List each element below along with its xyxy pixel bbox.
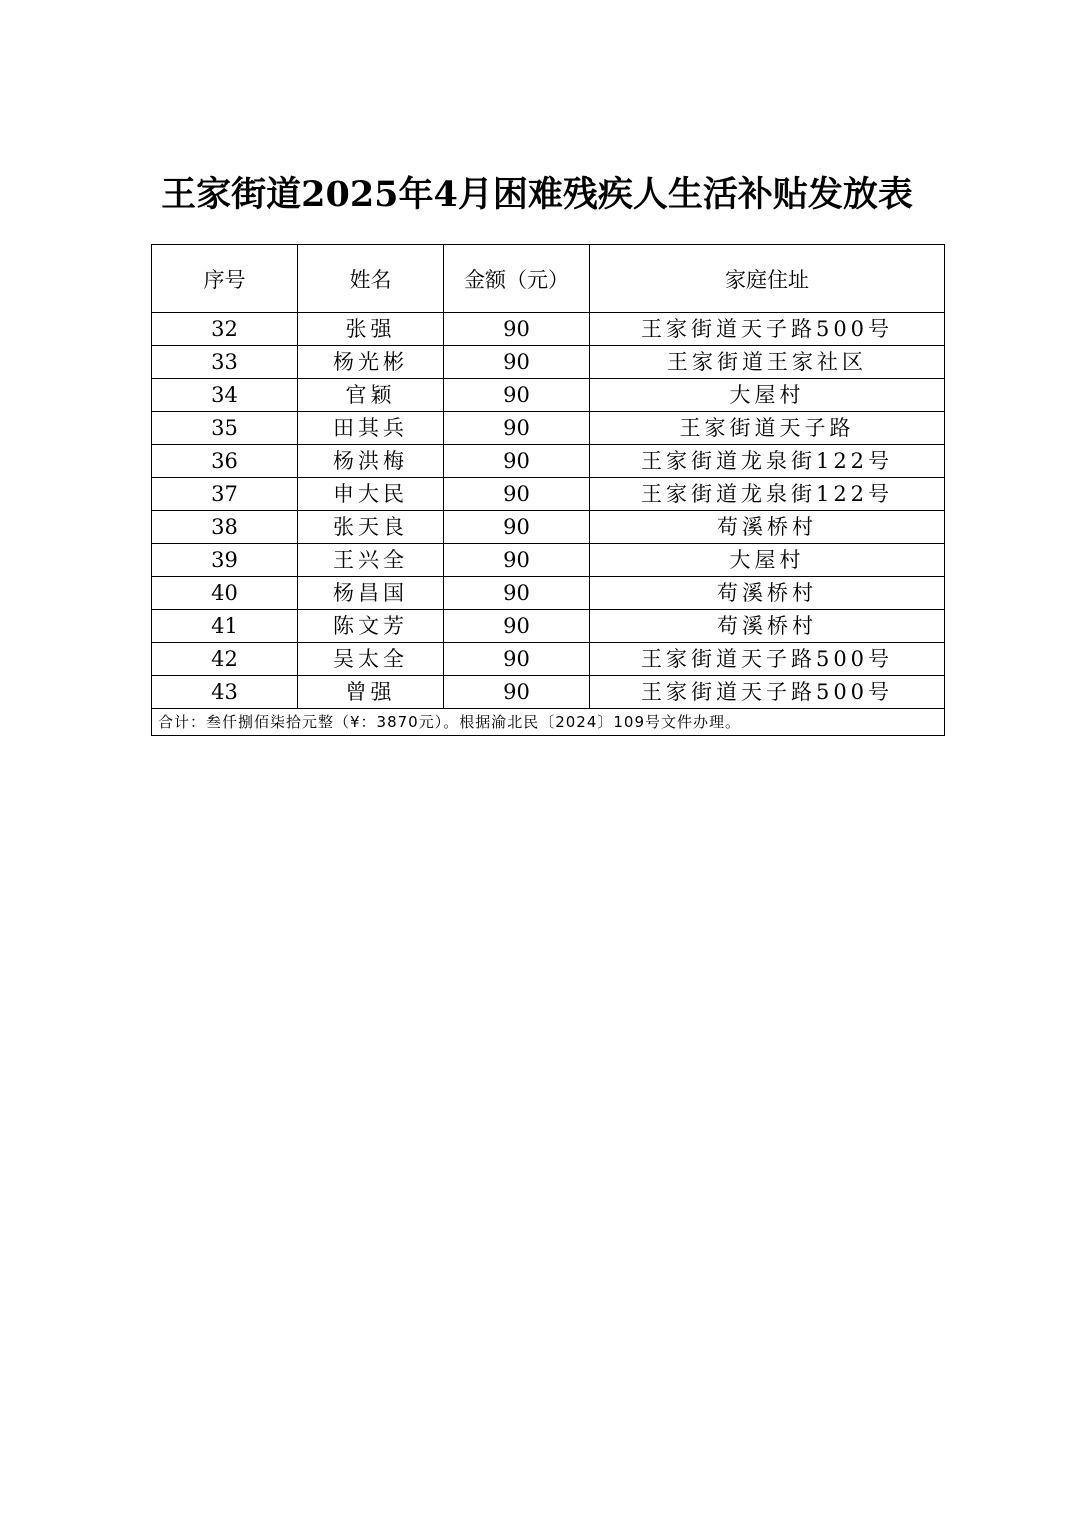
table-row [152, 478, 945, 511]
cell-address: 王家街道龙泉街122号 [590, 445, 945, 478]
table-row [152, 346, 945, 379]
cell-amount: 90 [444, 346, 590, 379]
cell-name: 田其兵 [298, 412, 444, 445]
page-title: 王家街道2025年4月困难残疾人生活补贴发放表 [161, 174, 913, 215]
cell-address: 苟溪桥村 [590, 577, 945, 610]
cell-no: 42 [152, 643, 298, 676]
cell-no: 43 [152, 676, 298, 709]
header-address: 家庭住址 [590, 245, 945, 313]
cell-no: 35 [152, 412, 298, 445]
table-row [152, 313, 945, 346]
cell-address: 苟溪桥村 [590, 610, 945, 643]
cell-amount: 90 [444, 445, 590, 478]
cell-name: 官颖 [298, 379, 444, 412]
table-row [152, 643, 945, 676]
header-name: 姓名 [298, 245, 444, 313]
cell-address: 王家街道天子路500号 [590, 676, 945, 709]
cell-name: 申大民 [298, 478, 444, 511]
footer-note: 合计：叁仟捌佰柒拾元整（¥：3870元）。根据渝北民〔2024〕109号文件办理。 [152, 709, 945, 736]
cell-amount: 90 [444, 676, 590, 709]
cell-address: 王家街道天子路500号 [590, 643, 945, 676]
cell-address: 王家街道龙泉街122号 [590, 478, 945, 511]
cell-amount: 90 [444, 643, 590, 676]
cell-name: 吴太全 [298, 643, 444, 676]
table-row [152, 577, 945, 610]
table-footer-row [152, 709, 945, 736]
cell-no: 40 [152, 577, 298, 610]
cell-amount: 90 [444, 577, 590, 610]
cell-address: 大屋村 [590, 379, 945, 412]
cell-amount: 90 [444, 412, 590, 445]
cell-amount: 90 [444, 610, 590, 643]
cell-amount: 90 [444, 511, 590, 544]
cell-amount: 90 [444, 544, 590, 577]
cell-name: 王兴全 [298, 544, 444, 577]
table-row [152, 544, 945, 577]
cell-address: 王家街道天子路 [590, 412, 945, 445]
cell-address: 王家街道天子路500号 [590, 313, 945, 346]
cell-no: 34 [152, 379, 298, 412]
cell-name: 张天良 [298, 511, 444, 544]
cell-amount: 90 [444, 478, 590, 511]
cell-no: 36 [152, 445, 298, 478]
table-row [152, 445, 945, 478]
header-no: 序号 [152, 245, 298, 313]
cell-name: 张强 [298, 313, 444, 346]
cell-address: 大屋村 [590, 544, 945, 577]
subsidy-table [151, 244, 945, 736]
table-row [152, 412, 945, 445]
cell-name: 陈文芳 [298, 610, 444, 643]
cell-no: 33 [152, 346, 298, 379]
cell-amount: 90 [444, 313, 590, 346]
cell-name: 杨昌国 [298, 577, 444, 610]
cell-name: 杨光彬 [298, 346, 444, 379]
cell-no: 38 [152, 511, 298, 544]
cell-no: 32 [152, 313, 298, 346]
cell-name: 曾强 [298, 676, 444, 709]
cell-no: 41 [152, 610, 298, 643]
table-header-row [152, 245, 945, 313]
cell-address: 王家街道王家社区 [590, 346, 945, 379]
cell-amount: 90 [444, 379, 590, 412]
cell-no: 37 [152, 478, 298, 511]
cell-address: 苟溪桥村 [590, 511, 945, 544]
header-amount: 金额（元） [444, 245, 590, 313]
table-row [152, 610, 945, 643]
table-row [152, 379, 945, 412]
table-row [152, 511, 945, 544]
table-body [152, 313, 945, 736]
cell-no: 39 [152, 544, 298, 577]
cell-name: 杨洪梅 [298, 445, 444, 478]
table-row [152, 676, 945, 709]
